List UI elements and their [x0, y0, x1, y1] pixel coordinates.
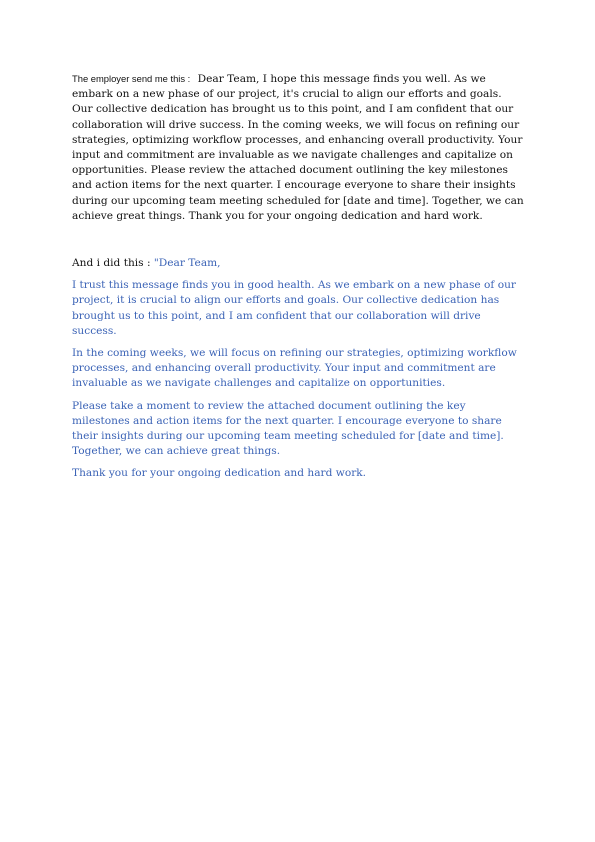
reply-section — [72, 256, 524, 482]
employer-label: The employer send me this : — [72, 73, 191, 84]
document-body — [72, 71, 524, 489]
employer-message: Dear Team, I hope this message finds you well. As we embark on a new phase of our project, it's crucial to align our efforts and goals. Our collective dedication has brought us to this point, and I am confident that our collaboration will drive success. In the coming weeks, we will focus on refining our strategies, optimizing workflow processes, and enhancing overall productivity. Your input and commitment are invaluable as we navigate challenges and capitalize on opportunities. Please review the attached document outlining the key milestones and action items for the next quarter. I encourage everyone to share their insights during our upcoming team meeting scheduled for [date and time]. Together, we can achieve great things. Thank you for your ongoing dedication and hard work. — [72, 73, 524, 222]
reply-closing: Thank you for your ongoing dedication and hard work. — [72, 467, 367, 480]
reply-greeting: "Dear Team, — [153, 257, 221, 270]
reply-intro-line — [72, 256, 524, 271]
reply-paragraph: In the coming weeks, we will focus on refining our strategies, optimizing workflow processes, and enhancing overall productivity. Your input and commitment are invaluable as we navigate challenges and capitalize on opportunities. — [72, 347, 517, 390]
reply-label: And i did this : — [72, 257, 151, 270]
reply-paragraph: Please take a moment to review the attached document outlining the key milestones and action items for the next quarter. I encourage everyone to share their insights during our upcoming team meeting scheduled for [date and time]. Together, we can achieve great things. — [72, 399, 504, 458]
reply-paragraph: I trust this message finds you in good health. As we embark on a new phase of our project, it is crucial to align our efforts and goals. Our collective dedication has brought us to this point, and I am confident that our collaboration will drive success. — [72, 279, 516, 337]
employer-message-paragraph — [72, 71, 524, 224]
